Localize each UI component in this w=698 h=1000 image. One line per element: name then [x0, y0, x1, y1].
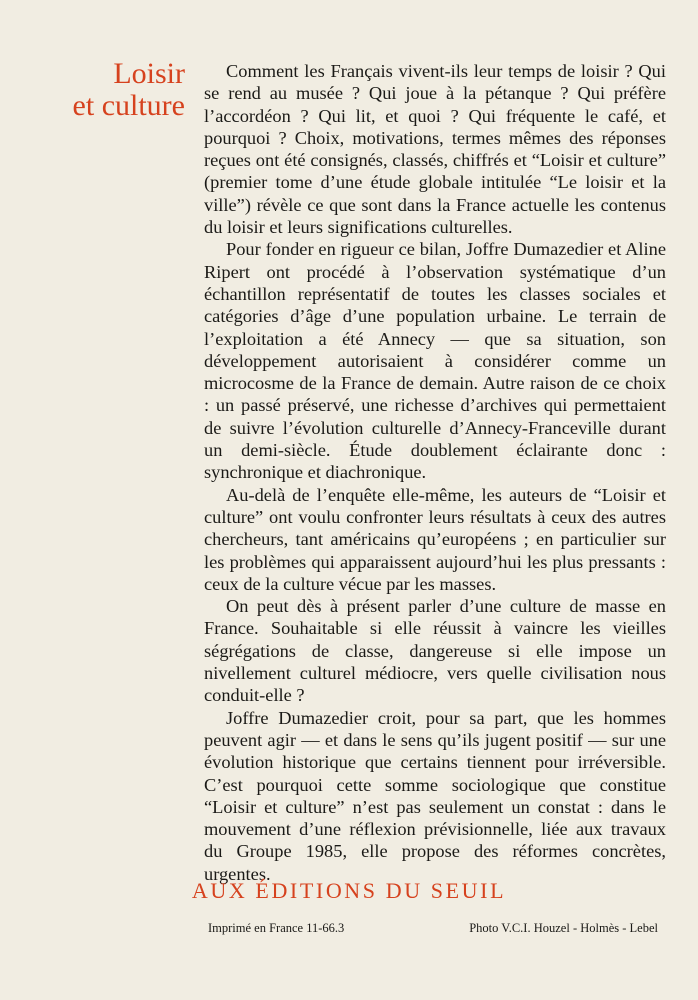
- photo-credit: Photo V.C.I. Houzel - Holmès - Lebel: [469, 921, 658, 935]
- blurb-paragraph-2: Pour fonder en rigueur ce bilan, Joffre Dumazedier et Aline Ripert ont procédé à l’observation systématique d’un échantillon représentatif de toutes les classes sociales et catégories d’âge d’une population urbaine. Le terrain de l’exploitation a été Annecy — que sa situation, son développement autorisaient à considérer comme un microcosme de la France de demain. Autre raison de ce choix : un passé préservé, une richesse d’archives qui permettaient de suivre l’évolution culturelle d’Annecy-Franceville durant un demi-siècle. Étude doublement éclairante donc : synchronique et diachronique.: [204, 239, 666, 483]
- blurb-paragraph-1: Comment les Français vivent-ils leur temps de loisir ? Qui se rend au musée ? Qui joue à la pétanque ? Qui préfère l’accordéon ? Qui lit, et quoi ? Qui fréquente le café, et pourquoi ? Choix, motivations, termes mêmes des réponses reçues ont été consignés, classés, chiffrés et “Loisir et culture” (premier tome d’une étude globale intitulée “Le loisir et la ville”) révèle ce que sont dans la France actuelle les contenus du loisir et leurs significations culturelles.: [204, 61, 666, 238]
- blurb-paragraph-4: On peut dès à présent parler d’une culture de masse en France. Souhaitable si elle réussit à vaincre les vieilles ségrégations de classe, dangereuse si elle impose un nivellement culturel médiocre, vers quelle civilisation nous conduit-elle ?: [204, 596, 666, 706]
- printing-note: Imprimé en France 11-66.3: [208, 921, 345, 935]
- blurb-paragraph-3: Au-delà de l’enquête elle-même, les auteurs de “Loisir et culture” ont voulu confronter leurs résultats à ceux des autres chercheurs, tant américains qu’européens ; en particulier sur les problèmes qui apparaissent aujourd’hui les plus pressants : ceux de la culture vécue par les masses.: [204, 484, 666, 594]
- blurb-text: [204, 60, 666, 885]
- book-title-line-2: et culture: [72, 89, 185, 122]
- book-title-line-1: Loisir: [113, 57, 185, 90]
- publisher-name: AUX ÉDITIONS DU SEUIL: [191, 878, 507, 903]
- blurb-paragraph-5: Joffre Dumazedier croit, pour sa part, que les hommes peuvent agir — et dans le sens qu’ils jugent positif — sur une évolution historique que certains tiennent pour irréversible. C’est pourquoi cette somme sociologique que constitue “Loisir et culture” n’est pas seulement un constat : dans le mouvement d’une réflexion prévisionnelle, liée aux travaux du Groupe 1985, elle propose des réformes concrètes, urgentes.: [204, 707, 666, 884]
- book-title: [40, 58, 185, 122]
